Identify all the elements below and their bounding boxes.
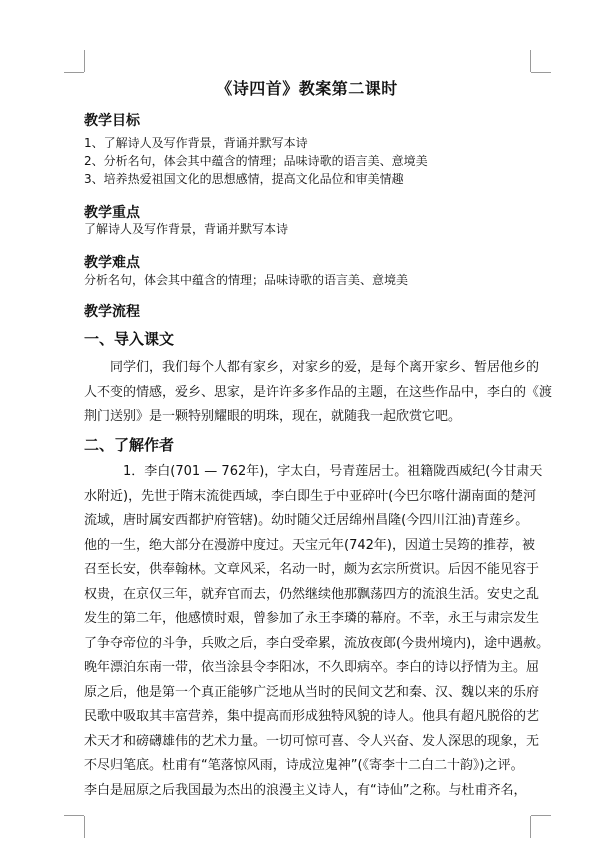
section2-paragraph — [84, 460, 550, 803]
paragraph-line: 权贵，在京仅三年，就弃官而去，仍然继续他那飘荡四方的流浪生活。安史之乱 — [84, 586, 540, 602]
goal-item-2: 2、分析名句，体会其中蕴含的情理；品味诗歌的语言美、意境美 — [84, 154, 428, 168]
paragraph-line: 了争夺帝位的斗争，兵败之后，李白受牵累，流放夜郎(今贵州境内)，途中遇赦。 — [84, 635, 550, 651]
paragraph-line: 术天才和磅礴雄伟的艺术力量。一切可惊可喜、令人兴奋、发人深思的现象，无 — [84, 733, 540, 749]
paragraph-line: 民歌中吸取其丰富营养，集中提高而形成独特风貌的诗人。他具有超凡脱俗的艺 — [84, 709, 540, 724]
paragraph-line: 人不变的情感，爱乡、思家，是许许多多作品的主题，在这些作品中，李白的《渡 — [84, 384, 553, 400]
crop-mark-bottom-right-h — [531, 815, 551, 816]
paragraph-line: 流域，唐时属安西都护府管辖)。幼时随父迁居绵州昌隆(今四川江油)青莲乡。 — [84, 513, 529, 528]
key-text: 了解诗人及写作背景，背诵并默写本诗 — [84, 222, 289, 236]
document-title: 《诗四首》教案第二课时 — [216, 79, 398, 98]
section2-heading: 二、了解作者 — [84, 436, 175, 454]
difficulty-text: 分析名句，体会其中蕴含的情理；品味诗歌的语言美、意境美 — [84, 273, 409, 287]
paragraph-line: 晚年漂泊东南一带，依当涂县令李阳冰，不久即病卒。李白的诗以抒情为主。屈 — [84, 660, 540, 675]
paragraph-line: 荆门送别》是一颗特别耀眼的明珠，现在，就随我一起欣赏它吧。 — [84, 409, 462, 424]
difficulty-heading: 教学难点 — [84, 255, 140, 271]
goal-item-3: 3、培养热爱祖国文化的思想感情，提高文化品位和审美情趣 — [84, 172, 404, 186]
paragraph-line: 召至长安，供奉翰林。文章风采，名动一时，颇为玄宗所赏识。后因不能见容于 — [84, 562, 540, 577]
paragraph-line: 发生的第二年，他感愤时艰，曾参加了永王李璘的幕府。不幸，永王与肃宗发生 — [84, 611, 540, 626]
paragraph-line: 李白是屈原之后我国最为杰出的浪漫主义诗人，有“诗仙”之称。与杜甫齐名， — [84, 782, 527, 798]
crop-mark-top-right-h — [531, 72, 551, 73]
section1-heading: 一、导入课文 — [84, 330, 175, 348]
crop-mark-top-left-v — [84, 50, 85, 72]
goal-item-1: 1、了解诗人及写作背景，背诵并默写本诗 — [84, 136, 308, 150]
paragraph-line: 原之后，他是第一个真正能够广泛地从当时的民间文艺和秦、汉、魏以来的乐府 — [84, 684, 540, 700]
crop-mark-bottom-left-h — [64, 815, 84, 816]
paragraph-line: 同学们，我们每个人都有家乡，对家乡的爱，是每个离开家乡、暂居他乡的 — [84, 360, 540, 375]
paragraph-line: 不尽归笔底。杜甫有“笔落惊风雨，诗成泣鬼神”(《寄李十二白二十韵》)之评。 — [84, 758, 524, 773]
paragraph-line: 水附近)，先世于隋末流徙西域，李白即生于中亚碎叶(今巴尔喀什湖南面的楚河 — [84, 488, 537, 504]
crop-mark-top-left-h — [64, 72, 84, 73]
crop-mark-top-right-v — [530, 50, 531, 72]
paragraph-line: 1．李白(701 — 762年)，字太白，号青莲居士。祖籍陇西威纪(今甘肃天 — [84, 464, 543, 479]
section1-paragraph — [84, 356, 553, 430]
key-heading: 教学重点 — [84, 205, 140, 221]
goals-heading: 教学目标 — [84, 113, 140, 129]
paragraph-line: 他的一生，绝大部分在漫游中度过。天宝元年(742年)，因道士吴筠的推荐，被 — [84, 537, 535, 553]
crop-mark-bottom-right-v — [530, 816, 531, 838]
crop-mark-bottom-left-v — [84, 816, 85, 838]
flow-heading: 教学流程 — [84, 304, 140, 320]
